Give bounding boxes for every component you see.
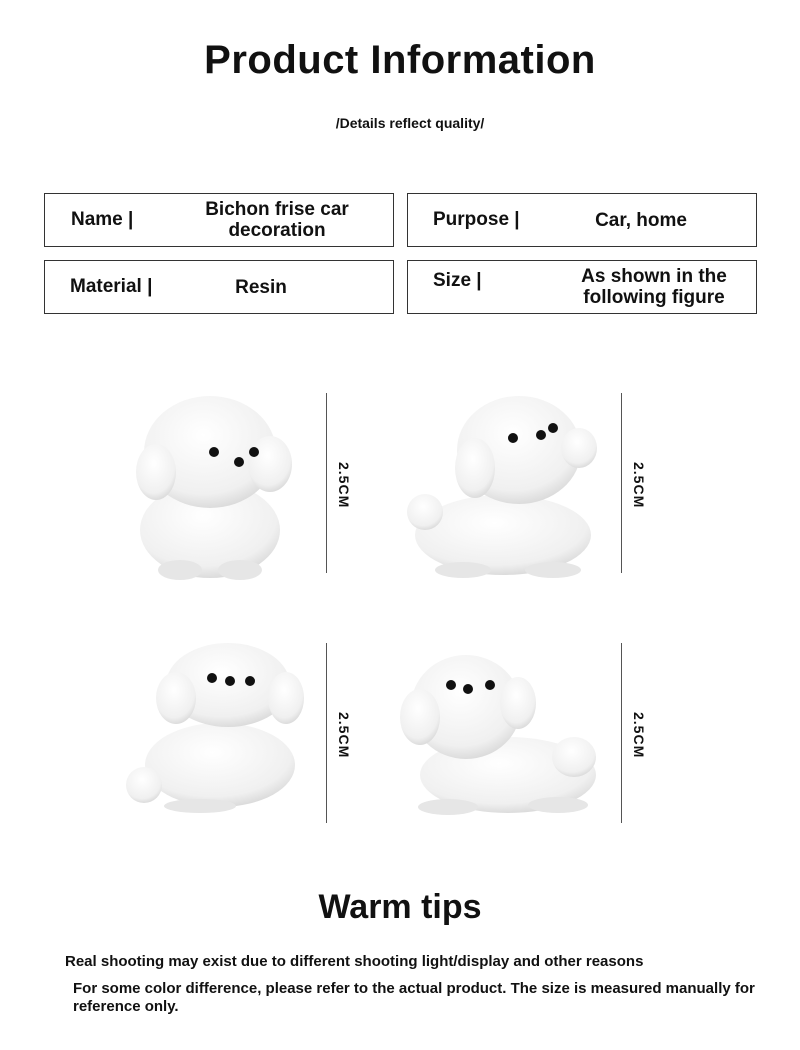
tips-title: Warm tips — [318, 888, 482, 926]
product-figure-front — [130, 390, 310, 585]
info-box-size — [407, 260, 757, 314]
scale-label-1: 2.5CM — [336, 462, 352, 509]
info-value-size: As shown in the following figure — [581, 266, 727, 308]
tips-line-2: For some color difference, please refer to the actual product. The size is measured manually for reference only. — [73, 980, 755, 1015]
info-key-purpose: Purpose | — [433, 209, 520, 230]
info-key-size: Size | — [433, 270, 482, 291]
product-figure-side-low — [120, 640, 310, 815]
info-box-purpose — [407, 193, 757, 247]
info-value-name: Bichon frise car decoration — [205, 199, 349, 241]
info-box-material — [44, 260, 394, 314]
scale-line-4 — [621, 643, 622, 823]
page-title: Product Information — [204, 38, 596, 82]
product-figure-side-right — [398, 645, 603, 820]
scale-line-3 — [326, 643, 327, 823]
info-value-material: Resin — [235, 276, 287, 298]
info-value-purpose: Car, home — [595, 209, 687, 231]
info-box-name — [44, 193, 394, 247]
scale-line-1 — [326, 393, 327, 573]
scale-line-2 — [621, 393, 622, 573]
info-key-material: Material | — [70, 276, 153, 297]
scale-label-4: 2.5CM — [631, 712, 647, 759]
scale-label-2: 2.5CM — [631, 462, 647, 509]
scale-label-3: 2.5CM — [336, 712, 352, 759]
page-subtitle: /Details reflect quality/ — [335, 115, 485, 131]
tips-line-1: Real shooting may exist due to different shooting light/display and other reasons — [65, 953, 644, 970]
product-figure-side — [403, 390, 603, 585]
info-key-name: Name | — [71, 209, 134, 230]
